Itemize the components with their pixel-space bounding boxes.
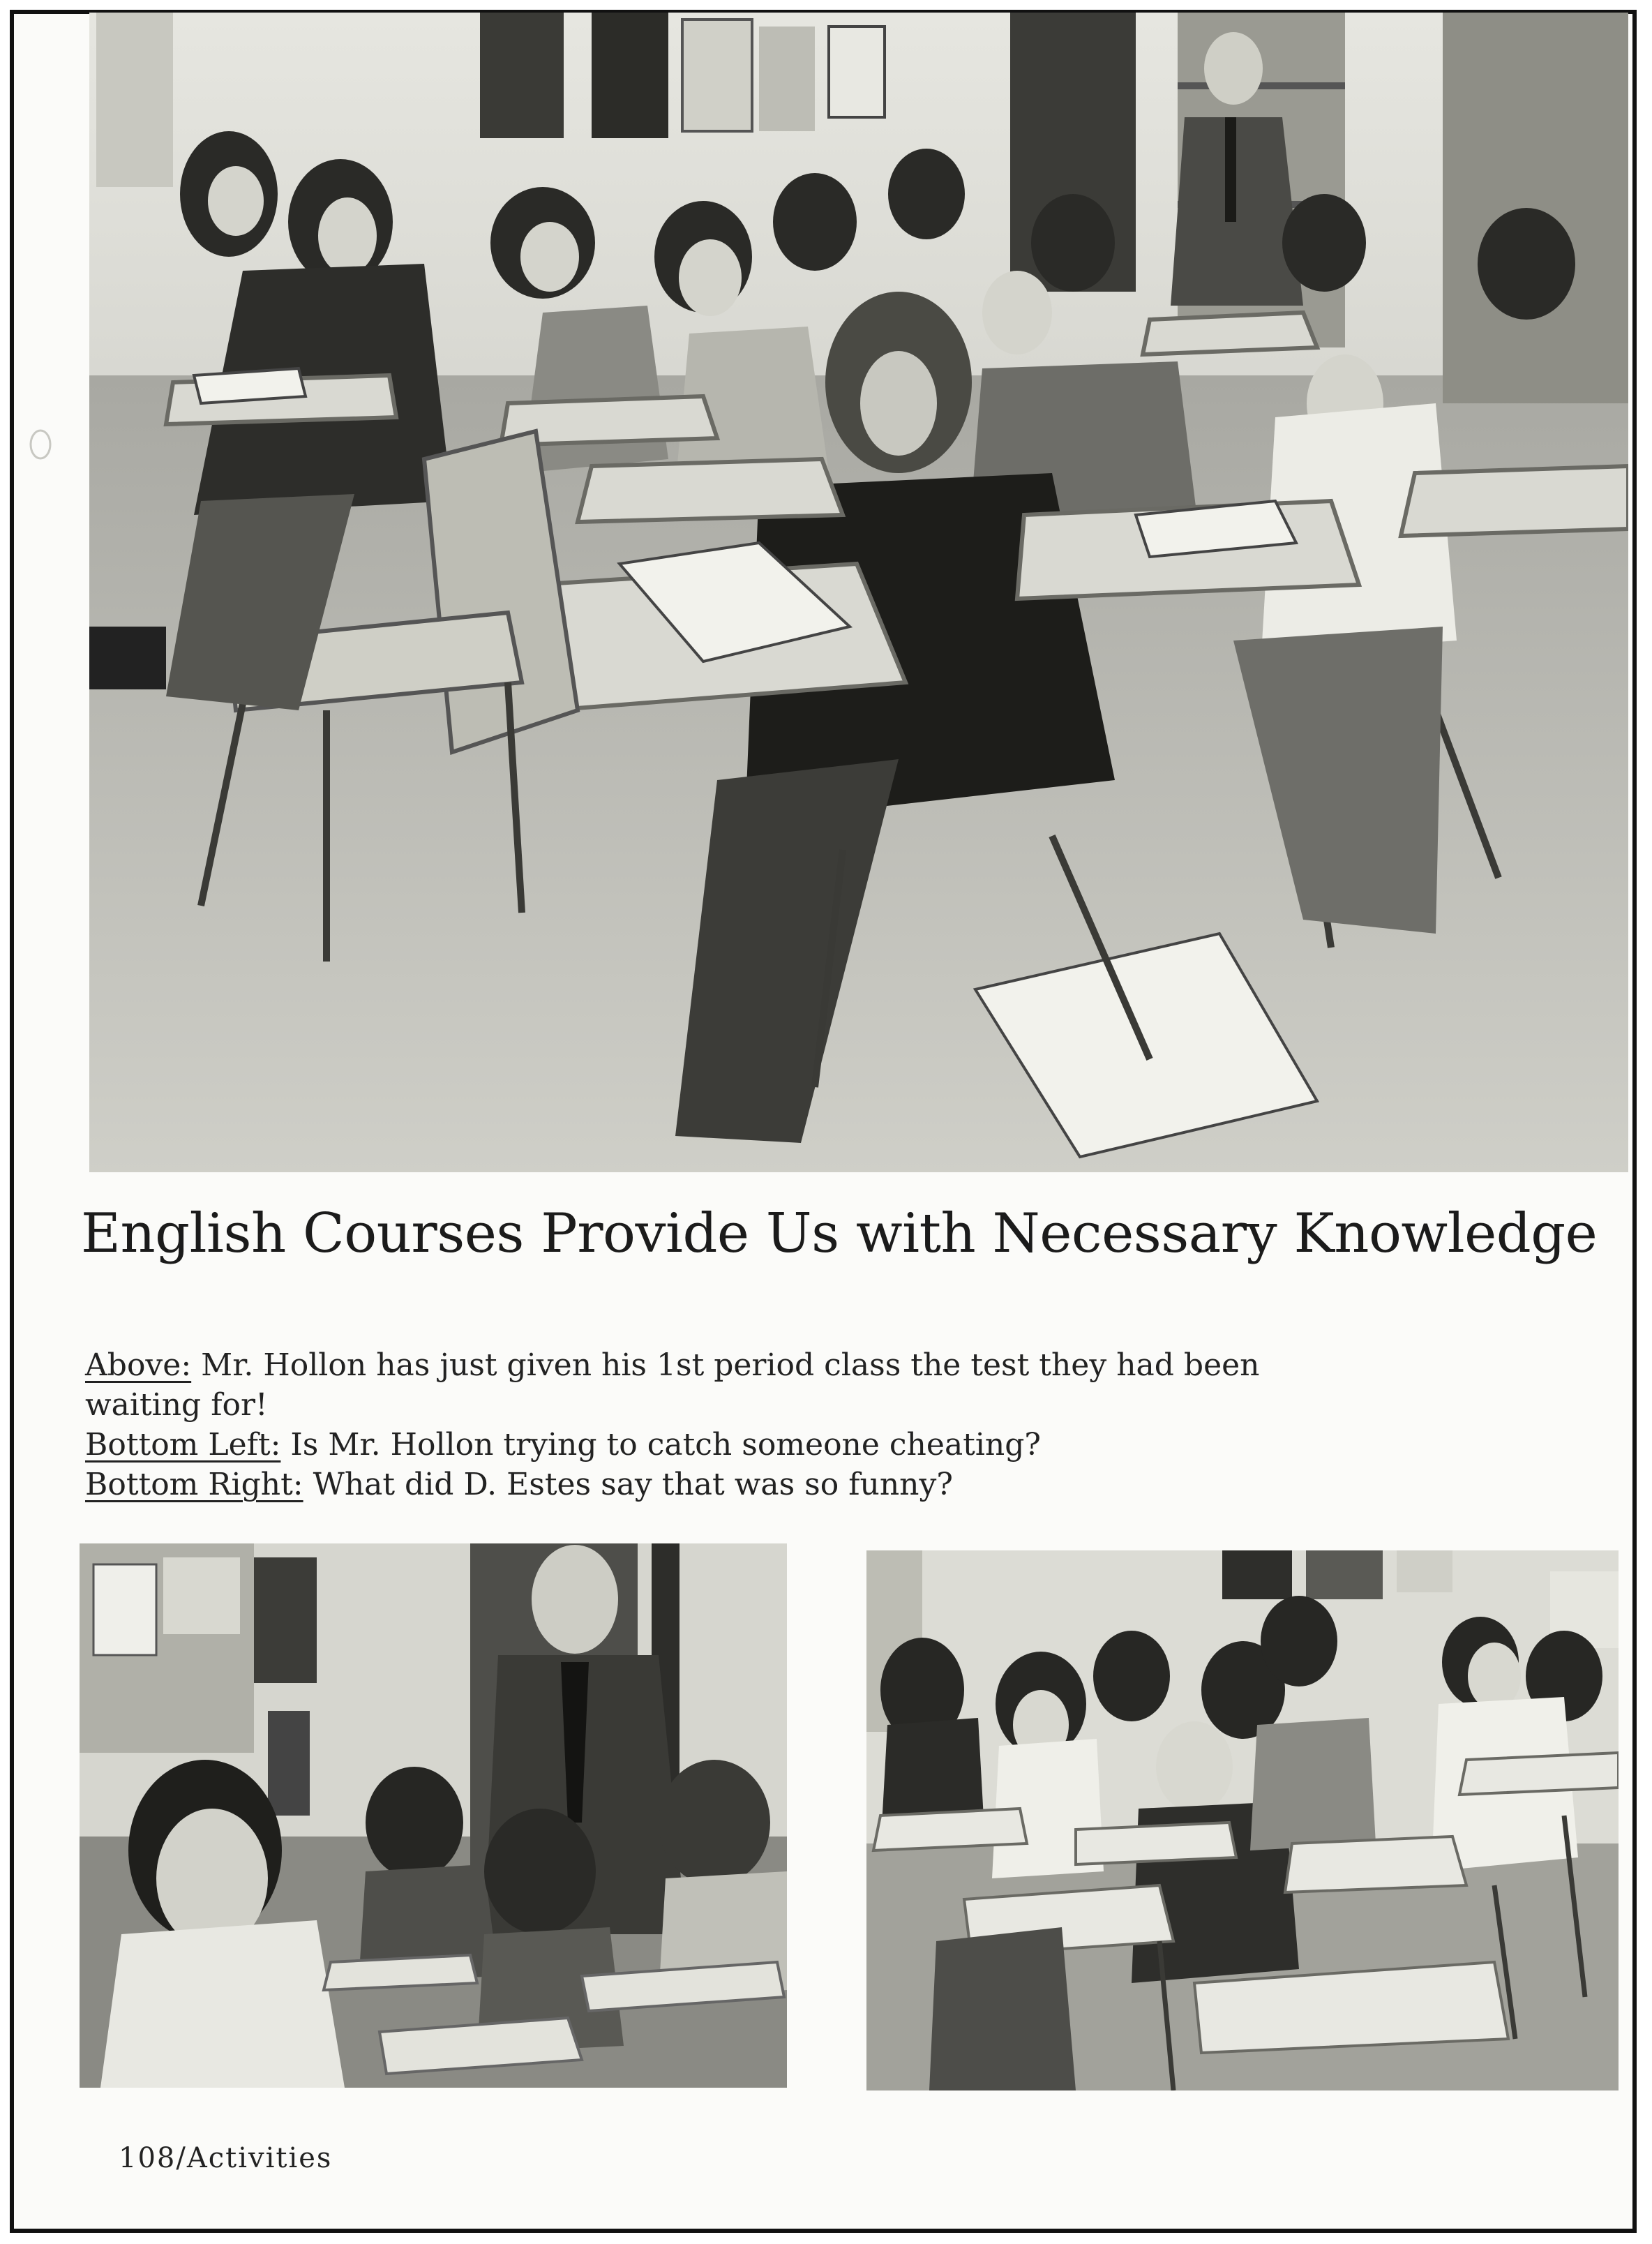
caption-label: Above: <box>85 1347 192 1383</box>
caption-text: waiting for! <box>85 1387 268 1423</box>
photo-teacher-watching <box>80 1543 787 2088</box>
photo-classroom-test <box>89 13 1628 1172</box>
photo-teacher-watching-image <box>80 1543 787 2088</box>
caption-line-above <box>85 1345 1480 1385</box>
photo-students-laughing-image <box>866 1550 1619 2090</box>
page-edge-mark <box>27 427 54 462</box>
caption-text: Mr. Hollon has just given his 1st period class the test they had been <box>191 1347 1260 1383</box>
page-folio: 108/Activities <box>119 2142 333 2174</box>
caption-label: Bottom Left: <box>85 1427 281 1463</box>
caption-label: Bottom Right: <box>85 1467 303 1502</box>
caption-block <box>85 1345 1480 1504</box>
photo-classroom-test-image <box>89 13 1628 1172</box>
caption-text: Is Mr. Hollon trying to catch someone cheating? <box>280 1427 1042 1463</box>
photo-students-laughing <box>866 1550 1619 2090</box>
caption-line-bottom-right <box>85 1465 1480 1504</box>
caption-line-bottom-left <box>85 1425 1480 1465</box>
headline: English Courses Provide Us with Necessary Knowledge <box>81 1202 1598 1265</box>
caption-line-above-cont <box>85 1385 1480 1425</box>
caption-text: What did D. Estes say that was so funny? <box>303 1467 953 1502</box>
